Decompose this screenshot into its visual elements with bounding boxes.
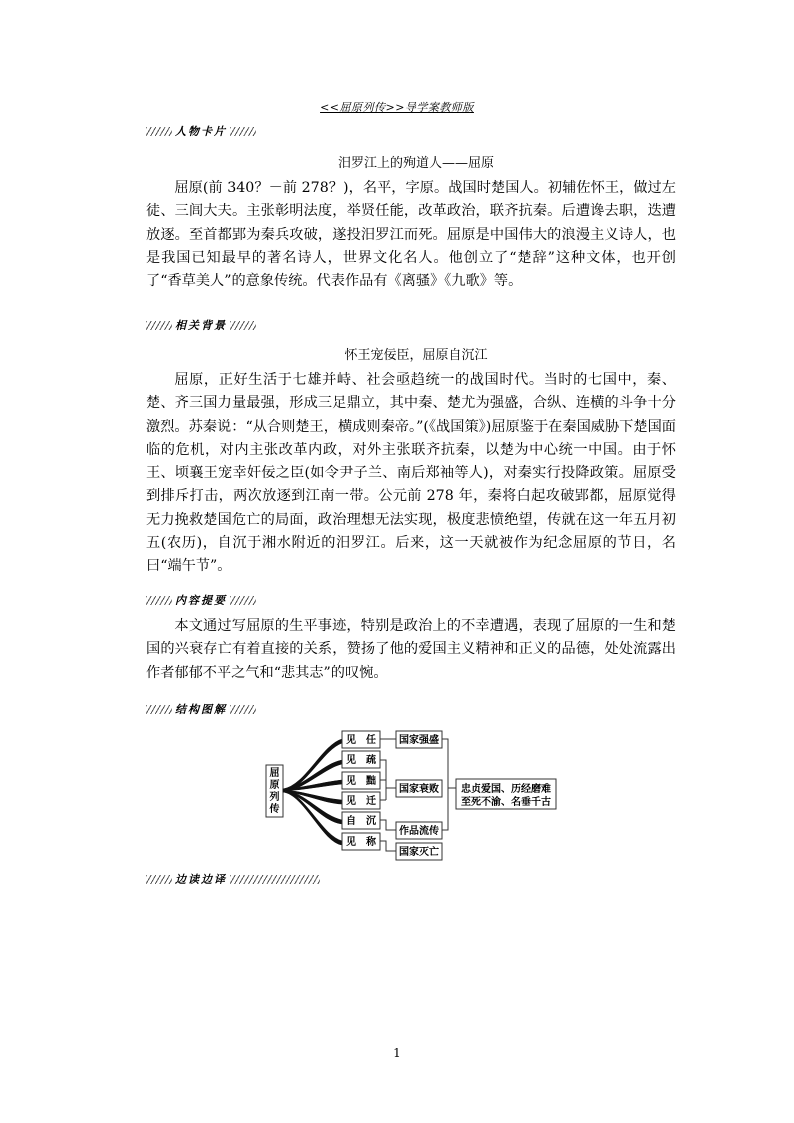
branch-curve: [283, 780, 342, 791]
root-label-char: 传: [269, 804, 280, 815]
summary-paragraph: 本文通过写屈原的生平事迹，特别是政治上的不幸遭遇，表现了屈原的一生和楚国的兴衰存亡有着直接的关系，赞扬了他的爱国主义精神和正义的品德，处处流露出作者郁郁不平之气和“悲其志”的叹惋。: [146, 618, 676, 681]
branch-curve: [283, 760, 342, 791]
section-label: 结构图解: [175, 703, 227, 716]
group-box: [396, 780, 442, 797]
section-heading-background: [146, 318, 256, 332]
heading-decoration: [230, 705, 256, 714]
heading-decoration: [146, 596, 172, 605]
section-label: 相关背景: [175, 319, 227, 332]
conclusion-line-2: 至死不渝、名垂千古: [461, 797, 551, 808]
connector: [380, 820, 396, 830]
group-box: [396, 822, 442, 839]
group-label: 国家强盛: [399, 735, 439, 746]
background-paragraph: 屈原，正好生活于七雄并峙、社会亟趋统一的战国时代。当时的七国中，秦、楚、齐三国力量最强，形成三足鼎立，其中秦、楚尤为强盛，合纵、连横的斗争十分激烈。苏秦说：“从合则楚王，横成则秦帝。”(《战国策》)屈原鉴于在秦国威胁下楚国面临的危机，对内主张改革内政，对外主张联齐抗秦，以楚为中心统一中国。由于怀王、顷襄王宠幸奸佞之臣(如令尹子兰、南后郑袖等人)，对秦实行投降政策。屈原受到排斥打击，两次放逐到江南一带。公元前 278 年，秦将白起攻破郢都，屈原觉得无力挽救楚国危亡的局面，政治理想无法实现，极度悲愤绝望，传就在这一年五月初五(农历)，自沉于湘水附近的汨罗江。后来，这一天就被作为纪念屈原的节日，名曰“端午节”。: [146, 372, 676, 575]
branch-label: 见 任: [346, 735, 376, 746]
branch-curve: [283, 790, 342, 824]
branch-box: [342, 772, 380, 789]
heading-decoration: [230, 596, 256, 605]
document-header: <<屈原列传>>导学案教师版: [320, 101, 474, 114]
root-label-char: 屈: [269, 768, 280, 779]
group-label: 国家衰败: [399, 784, 439, 795]
page-number: 1: [393, 1046, 401, 1060]
connector: [380, 760, 396, 800]
section-heading-structure: [146, 702, 256, 716]
heading-decoration: [230, 321, 256, 330]
section-label: 人物卡片: [175, 125, 227, 138]
branch-box: [342, 751, 380, 768]
branch-box: [342, 731, 380, 748]
root-label-char: 列: [269, 792, 280, 803]
branch-curve: [283, 739, 342, 791]
section-label: 内容提要: [175, 594, 227, 607]
section-heading-summary: [146, 593, 256, 607]
card-subtitle: 汨罗江上的殉道人——屈原: [337, 156, 494, 171]
group-label: 国家灭亡: [399, 847, 439, 858]
branch-box: [342, 833, 380, 850]
group-box: [396, 843, 442, 860]
section-heading-read-translate: [146, 872, 320, 886]
conclusion-box: [456, 779, 556, 809]
diagram-root-box: [266, 765, 283, 817]
diagram-root-label: [269, 766, 280, 815]
section-heading-character-card: [146, 124, 256, 138]
section-label: 边读边译: [175, 873, 227, 886]
branch-curve: [283, 790, 342, 845]
heading-decoration: [146, 127, 172, 136]
branch-label: 见 称: [346, 837, 376, 848]
card-paragraph: 屈原(前 340？－前 278？)，名平，字原。战国时楚国人。初辅佐怀王，做过左徒、三闾大夫。主张彰明法度，举贤任能，改革政治，联齐抗秦。后遭谗去职，迭遭放逐。至首都郢为秦兵攻破，遂投汨罗江而死。屈原是中国伟大的浪漫主义诗人，也是我国已知最早的著名诗人，世界文化名人。他创立了“楚辞”这种文体，也开创了“香草美人”的意象传统。代表作品有《离骚》《九歌》等。: [146, 180, 676, 290]
branch-box: [342, 812, 380, 829]
branch-curve: [283, 790, 342, 804]
group-label: 作品流传: [399, 826, 439, 837]
conclusion-line-1: 忠贞爱国、历经磨难: [461, 784, 551, 795]
heading-decoration: [230, 127, 256, 136]
heading-decoration: [230, 875, 320, 884]
branch-label: 见 疏: [346, 755, 376, 766]
heading-decoration: [146, 705, 172, 714]
connector: [380, 841, 396, 851]
heading-decoration: [146, 875, 172, 884]
branch-label: 见 迁: [346, 796, 376, 807]
branch-label: 自 沉: [346, 816, 376, 827]
connector: [442, 739, 456, 830]
branch-label: 见 黜: [346, 776, 376, 787]
background-subtitle: 怀王宠佞臣，屈原自沉江: [344, 348, 488, 363]
root-label-char: 原: [269, 780, 280, 791]
group-box: [396, 731, 442, 748]
heading-decoration: [146, 321, 172, 330]
branch-box: [342, 792, 380, 809]
